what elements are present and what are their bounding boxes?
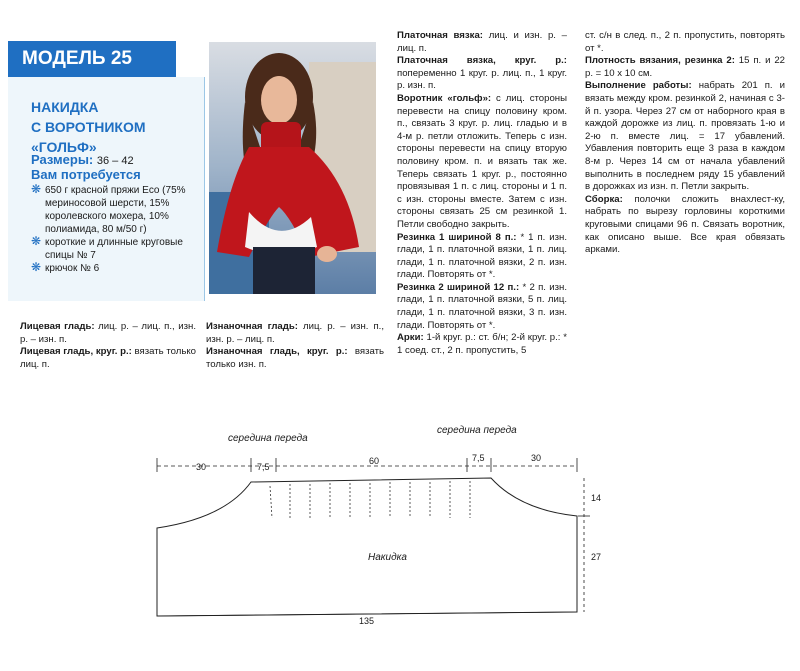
model-badge: МОДЕЛЬ 25	[8, 41, 176, 77]
instruction-paragraph: Платочная вязка, круг. р.: попеременно 1 круг. р. лиц. п., 1 круг. р. изн. п.	[397, 55, 567, 92]
pattern-title-line1: НАКИДКА	[31, 99, 99, 115]
dim-30-right: 30	[531, 453, 542, 463]
instruction-paragraph: Платочная вязка: лиц. и изн. р. – лиц. п.	[397, 30, 567, 54]
definition: Изнаночная гладь: лиц. р. – изн. п., изн. р. – лиц. п.	[206, 321, 384, 345]
pattern-schematic	[0, 400, 800, 671]
materials-item: ❋ крючок № 6	[31, 260, 100, 274]
definitions-left	[20, 321, 196, 371]
dim-14: 14	[591, 493, 602, 503]
snowflake-bullet-icon: ❋	[31, 260, 42, 274]
dim-7-5-left: 7,5	[257, 462, 270, 472]
instruction-paragraph: ст. с/н в след. п., 2 п. пропустить, повторять от *.	[585, 30, 785, 54]
sizes-value: 36 – 42	[96, 155, 134, 167]
instruction-paragraph: Выполнение работы: набрать 201 п. и вязать между кром. резинкой 2, начиная с 3-й п. узора. Через 27 см от наборного края в каждой дорожке из лиц. п. провязать 1-ю и 2-ю п. вместе лиц. = 17 убавлений. Убавления повторить еще 3 раза в каждом 8-м р. Через 14 см от начала убавлений выполнить в последнем ряду 15 убавлений в дорожках из изн. п. Петли закрыть.	[585, 80, 785, 193]
dim-27: 27	[591, 552, 602, 562]
decrease-lines	[270, 481, 470, 518]
materials-item: ❋ короткие и длинные круговые спицы № 7	[31, 234, 183, 261]
definition: Лицевая гладь: лиц. р. – лиц. п., изн. р. – изн. п.	[20, 321, 196, 345]
instructions-column-3	[397, 30, 567, 357]
materials-item: ❋ 650 г красной пряжи Eco (75% мериносовой шерсти, 15% королевского мохера, 10% полиамида, 80 м/50 г)	[31, 182, 186, 235]
sizes-label: Размеры:	[31, 152, 94, 167]
snowflake-bullet-icon: ❋	[31, 182, 42, 196]
cape-outline	[157, 478, 577, 616]
definition: Лицевая гладь, круг. р.: вязать только лиц. п.	[20, 346, 197, 370]
piece-label: Накидка	[368, 552, 407, 563]
instruction-paragraph: Резинка 1 шириной 8 п.: * 1 п. изн. глади, 1 п. платочной вязки, 1 п. лиц. глади, 1 п. платочной вязки, 2 п. изн. глади. Повторять от *.	[397, 231, 567, 281]
dim-7-5-right: 7,5	[472, 453, 485, 463]
front-center-label-left: середина переда	[228, 433, 308, 444]
definitions-middle	[206, 321, 384, 371]
instruction-paragraph: Воротник «гольф»: с лиц. стороны перевести на спицу половину кром. п., связать 3 круг. р. лиц. гладью и в 4-м р. петли отложить. Теперь с изн. стороны перевести на спицу вторую половину кром. п. и вязать так же. Теперь связать 1 круг. р., постоянно провязывая 1 п. с лиц. стороны и 1 п. с изн. стороны вместе. Затем с изн. стороны связать 25 см резинкой 1. Петли свободно закрыть.	[397, 92, 568, 230]
dim-135: 135	[359, 616, 375, 626]
instruction-paragraph: Резинка 2 шириной 12 п.: * 2 п. изн. глади, 1 п. платочной вязки, 5 п. лиц. глади, 1 п. платочной вязки, 3 п. изн. глади. Повторять от *.	[397, 281, 567, 331]
model-photo	[209, 42, 376, 294]
pattern-title-line2: С ВОРОТНИКОМ «ГОЛЬФ»	[31, 119, 146, 155]
dim-30-left: 30	[196, 462, 207, 472]
definition: Изнаночная гладь, круг. р.: вязать только изн. п.	[206, 346, 384, 370]
instructions-column-4	[585, 30, 785, 257]
side-dimension-line	[578, 478, 590, 612]
front-center-label-right: середина переда	[437, 425, 517, 436]
pattern-title	[31, 97, 201, 157]
dim-60: 60	[369, 456, 380, 466]
instruction-paragraph: Сборка: полочки сложить внахлест-ку, набрать по вырезу горловины короткими круговыми спицами 96 п. Связать воротник, как описано выше. Все края обвязать арками.	[585, 193, 785, 256]
instruction-paragraph: Плотность вязания, резинка 2: 15 п. и 22 р. = 10 х 10 см.	[585, 55, 785, 79]
instruction-paragraph: Арки: 1-й круг. р.: ст. б/н; 2-й круг. р.: * 1 соед. ст., 2 п. пропустить, 5	[397, 332, 567, 356]
snowflake-bullet-icon: ❋	[31, 234, 42, 248]
sizes	[31, 152, 134, 167]
materials-list	[31, 184, 201, 275]
needs-heading: Вам потребуется	[31, 167, 141, 182]
top-dimension-line	[157, 458, 577, 472]
model-photo-image	[209, 42, 376, 294]
